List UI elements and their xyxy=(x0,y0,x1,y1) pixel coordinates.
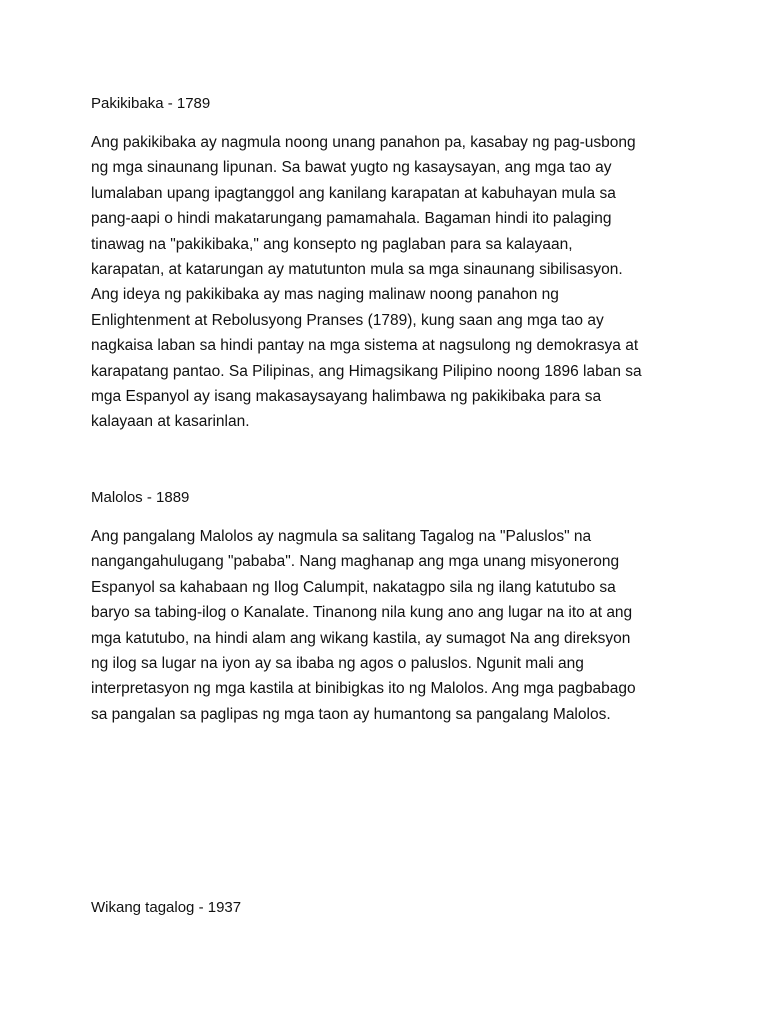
section-heading-wikang-tagalog: Wikang tagalog - 1937 xyxy=(91,899,242,916)
paragraph-line: karapatang pantao. Sa Pilipinas, ang Himagsikang Pilipino noong 1896 laban sa xyxy=(91,362,642,380)
paragraph-line: lumalaban upang ipagtanggol ang kanilang karapatan at kabuhayan mula sa xyxy=(91,184,616,202)
paragraph-line: karapatan, at katarungan ay matutunton mula sa mga sinaunang sibilisasyon. xyxy=(91,261,623,279)
section-paragraph-malolos xyxy=(91,524,691,727)
paragraph-line: Enlightenment at Rebolusyong Pranses (1789), kung saan ang mga tao ay xyxy=(91,311,604,329)
paragraph-line: Ang pangalang Malolos ay nagmula sa salitang Tagalog na "Paluslos" na xyxy=(91,528,592,545)
paragraph-line: ng ilog sa lugar na iyon ay sa ibaba ng agos o paluslos. Ngunit mali ang xyxy=(91,655,584,673)
section-heading-pakikibaka: Pakikibaka - 1789 xyxy=(91,95,211,112)
section-paragraph-pakikibaka xyxy=(91,130,691,435)
paragraph-line: mga Espanyol ay isang makasaysayang halimbawa ng pakikibaka para sa xyxy=(91,388,602,406)
paragraph-line: tinawag na "pakikibaka," ang konsepto ng paglaban para sa kalayaan, xyxy=(91,235,573,253)
paragraph-line: ng mga sinaunang lipunan. Sa bawat yugto ng kasaysayan, ang mga tao ay xyxy=(91,159,612,177)
paragraph-line: nagkaisa laban sa hindi pantay na mga sistema at nagsulong ng demokrasya at xyxy=(91,337,639,355)
section-heading-malolos: Malolos - 1889 xyxy=(91,489,190,506)
paragraph-line: interpretasyon ng mga kastila at binibigkas ito ng Malolos. Ang mga pagbabago xyxy=(91,680,636,698)
paragraph-line: baryo sa tabing-ilog o Kanalate. Tinanong nila kung ano ang lugar na ito at ang xyxy=(91,604,633,622)
paragraph-line: pang-aapi o hindi makatarungang pamamahala. Bagaman hindi ito palaging xyxy=(91,210,612,228)
paragraph-line: Espanyol sa kahabaan ng Ilog Calumpit, nakatagpo sila ng ilang katutubo sa xyxy=(91,578,616,596)
paragraph-line: sa pangalan sa paglipas ng mga taon ay humantong sa pangalang Malolos. xyxy=(91,705,611,723)
paragraph-line: nangangahulugang "pababa". Nang maghanap ang mga unang misyonerong xyxy=(91,553,620,571)
paragraph-line: Ang ideya ng pakikibaka ay mas naging malinaw noong panahon ng xyxy=(91,286,559,304)
paragraph-line: kalayaan at kasarinlan. xyxy=(91,413,250,431)
paragraph-line: mga katutubo, na hindi alam ang wikang kastila, ay sumagot Na ang direksyon xyxy=(91,629,631,647)
paragraph-line: Ang pakikibaka ay nagmula noong unang panahon pa, kasabay ng pag-usbong xyxy=(91,134,636,151)
